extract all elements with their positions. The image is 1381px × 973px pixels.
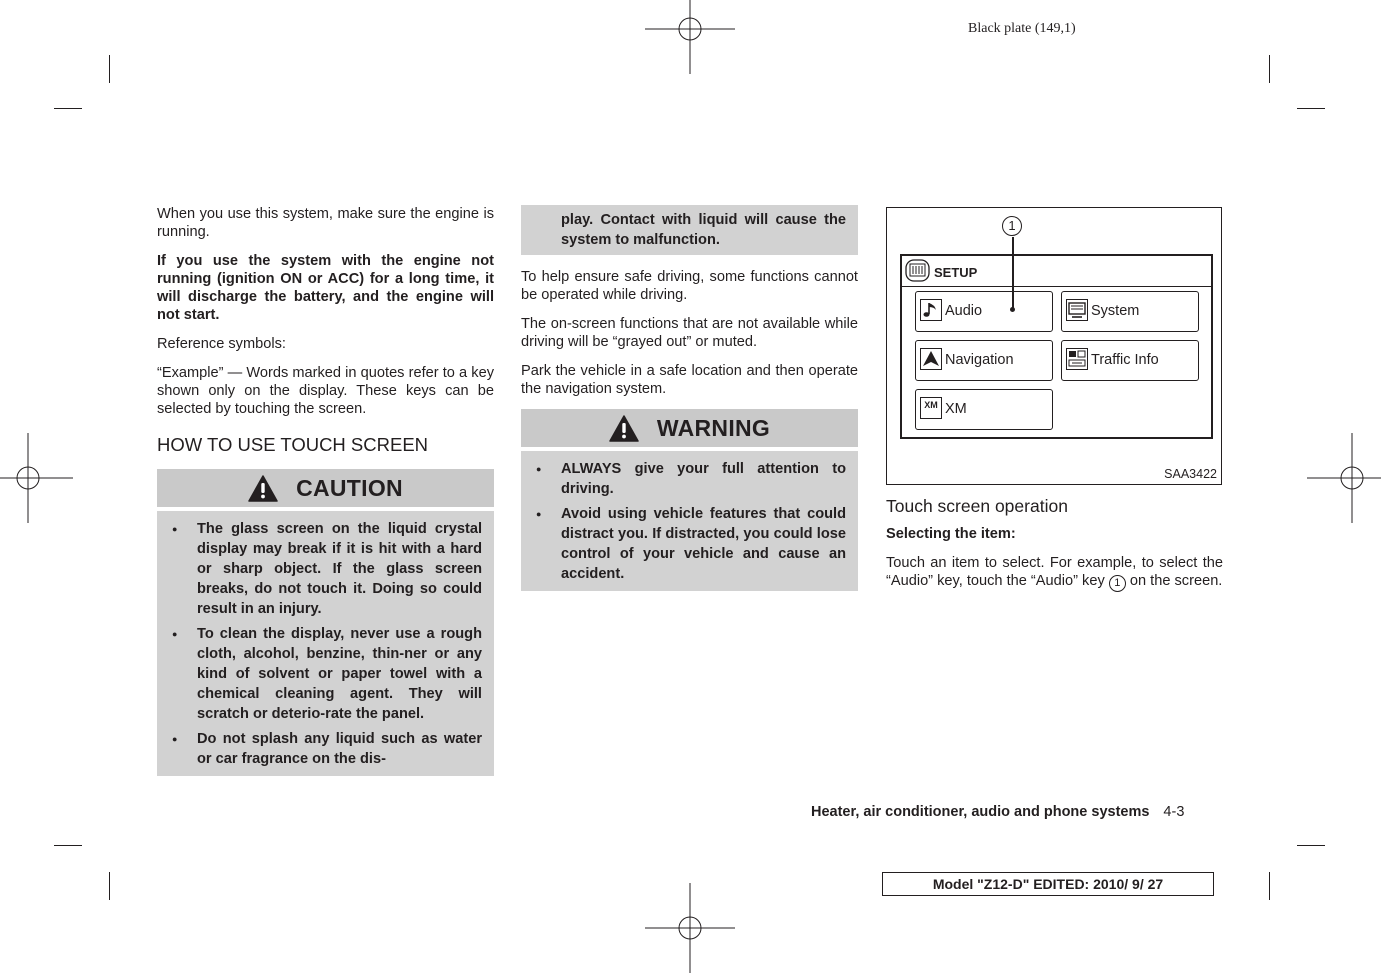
callout-number: 1 (1002, 216, 1022, 236)
navigation-key-label: Navigation (945, 352, 1014, 368)
column-right (886, 484, 1223, 603)
setup-icon (905, 259, 930, 282)
park-vehicle-paragraph: Park the vehicle in a safe location and then operate the navigation system. (521, 363, 858, 397)
section-name: Heater, air conditioner, audio and phone systems (811, 804, 1150, 820)
registration-mark-icon (1307, 433, 1381, 523)
touch-screen-operation-heading: Touch screen operation (886, 496, 1068, 516)
audio-key-label: Audio (945, 303, 983, 319)
system-key[interactable] (1061, 291, 1199, 332)
navigation-key[interactable] (915, 340, 1053, 381)
registration-mark-icon (0, 433, 73, 523)
registration-mark-icon (645, 883, 735, 973)
traffic-info-key[interactable] (1061, 340, 1199, 381)
figure-code: SAA3422 (1164, 467, 1217, 481)
navigation-arrow-icon (920, 348, 942, 370)
xm-badge-icon: XM (920, 397, 942, 419)
caution-header (157, 469, 494, 507)
selecting-item-label: Selecting the item: (886, 526, 1016, 542)
warning-triangle-icon (248, 475, 278, 502)
callout-number: 1 (1109, 575, 1126, 592)
warning-title: WARNING (656, 414, 771, 441)
setup-bar (902, 256, 1211, 287)
caution-continuation: play. Contact with liquid will cause the system to malfunction. (521, 205, 858, 255)
warning-header (521, 409, 858, 447)
intro-paragraph: When you use this system, make sure the engine is running. (157, 206, 494, 240)
grayed-out-paragraph: The on-screen functions that are not available while driving will be “grayed out” or muted. (521, 316, 858, 350)
selecting-item-paragraph: Touch an item to select. For example, to select the “Audio” key, touch the “Audio” key 1 on the screen. (886, 554, 1223, 592)
crop-mark (1297, 108, 1325, 109)
caution-body (157, 511, 494, 776)
warning-item: ● ALWAYS give your full attention to driving. (533, 459, 846, 499)
xm-key[interactable] (915, 389, 1053, 430)
music-note-icon (920, 299, 942, 321)
system-monitor-icon (1066, 299, 1088, 321)
system-key-label: System (1091, 303, 1140, 319)
example-explanation: “Example” — Words marked in quotes refer to a key shown only on the display. These keys can be selected by touching the screen. (157, 365, 494, 417)
setup-label: SETUP (934, 265, 978, 280)
caution-item: ● Do not splash any liquid such as water or car fragrance on the dis- (169, 729, 482, 769)
plate-label: Black plate (149,1) (968, 21, 1076, 36)
warning-triangle-icon (609, 415, 639, 442)
crop-mark (54, 108, 82, 109)
audio-key[interactable] (915, 291, 1053, 332)
page-number: 4-3 (1163, 804, 1185, 820)
crop-mark (109, 872, 110, 900)
crop-mark (1297, 845, 1325, 846)
traffic-info-key-label: Traffic Info (1091, 352, 1159, 368)
crop-mark (1269, 872, 1270, 900)
display-screen (900, 254, 1213, 439)
caution-title: CAUTION (296, 474, 403, 501)
registration-mark-icon (645, 0, 735, 74)
page-footer (811, 804, 1184, 820)
model-edit-box: Model "Z12-D" EDITED: 2010/ 9/ 27 (882, 872, 1214, 896)
crop-mark (54, 845, 82, 846)
column-left (157, 205, 494, 776)
warning-item: ● Avoid using vehicle features that could distract you. If distracted, you could lose control of your vehicle and cause an accident. (533, 504, 846, 584)
battery-note: If you use the system with the engine not running (ignition ON or ACC) for a long time, it will discharge the battery, and the engine will not start. (157, 253, 494, 323)
crop-mark (109, 55, 110, 83)
caution-item: ● The glass screen on the liquid crystal display may break if it is hit with a hard or sharp object. If the glass screen breaks, do not touch it. Doing so could result in an injury. (169, 519, 482, 619)
section-heading: HOW TO USE TOUCH SCREEN (157, 434, 429, 455)
column-middle (521, 205, 858, 591)
crop-mark (1269, 55, 1270, 83)
traffic-icon (1066, 348, 1088, 370)
caution-item: ● To clean the display, never use a rough cloth, alcohol, benzine, thin-ner or any kind of solvent or paper towel with a chemical cleaning agent. They will scratch or deterio-rate the panel. (169, 624, 482, 724)
safe-driving-paragraph: To help ensure safe driving, some functions cannot be operated while driving. (521, 269, 858, 303)
reference-symbols-label: Reference symbols: (157, 336, 286, 352)
warning-body (521, 451, 858, 591)
touch-screen-figure (886, 207, 1222, 485)
xm-key-label: XM (945, 401, 967, 417)
